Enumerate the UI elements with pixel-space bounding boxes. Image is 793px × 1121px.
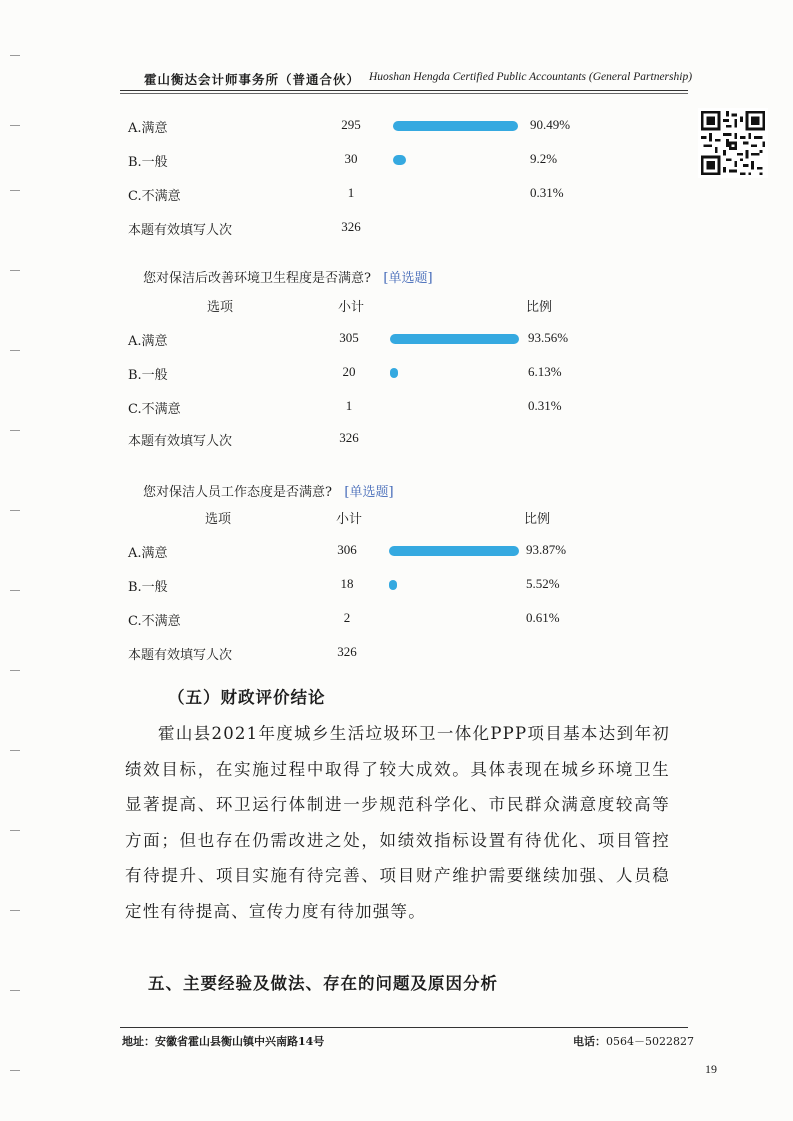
count-value: 306 (337, 542, 357, 557)
total-value: 326 (341, 219, 361, 234)
margin-tick (10, 270, 20, 271)
total-label: 本题有效填写人次 (128, 434, 233, 449)
total-value: 326 (339, 430, 359, 445)
question-text: 您对保洁人员工作态度是否满意? (143, 485, 332, 500)
count-value: 305 (339, 330, 359, 345)
survey-row (0, 610, 793, 632)
total-label: 本题有效填写人次 (128, 223, 233, 238)
ratio-bar (389, 580, 397, 590)
header-rule (120, 90, 688, 91)
footer-phone-number: 0564－5022827 (606, 1035, 694, 1048)
header-firm-name-en: Huoshan Hengda Certified Public Accountants (General Partnership) (369, 71, 693, 83)
count-value: 20 (342, 364, 356, 379)
margin-tick (10, 510, 20, 511)
ratio-value: 5.52% (526, 576, 560, 591)
count-value: 2 (343, 610, 351, 625)
count-value: 295 (341, 117, 361, 132)
count-value: 30 (344, 151, 358, 166)
column-header-ratio: 比例 (524, 512, 551, 527)
footer-address: 地址：安徽省霍山县衡山镇中兴南路14号 (122, 1035, 325, 1048)
option-label: A.满意 (128, 121, 168, 136)
total-label: 本题有效填写人次 (128, 648, 233, 663)
option-label: B.一般 (128, 155, 168, 170)
option-label: A.满意 (128, 334, 168, 349)
ratio-bar (393, 155, 406, 165)
column-header-option: 选项 (207, 300, 234, 315)
margin-tick (10, 670, 20, 671)
section-body-paragraph: 霍山县2021年度城乡生活垃圾环卫一体化PPP项目基本达到年初绩效目标，在实施过程中取得了较大成效。具体表现在城乡环境卫生显著提高、环卫运行体制进一步规范科学化、市民群众满意度较高等方面；但也存在仍需改进之处，如绩效指标设置有待优化、项目管控有待提升、项目实施有待完善、项目财产维护需要继续加强、人员稳定性有待提高、宣传力度有待加强等。 (125, 724, 670, 921)
chapter-heading: 五、主要经验及做法、存在的问题及原因分析 (148, 974, 498, 993)
margin-tick (10, 830, 20, 831)
header-rule-thin (120, 93, 688, 94)
ratio-value: 93.56% (528, 330, 569, 345)
column-header-count: 小计 (338, 300, 365, 315)
total-value: 326 (337, 644, 357, 659)
survey-row (0, 151, 793, 173)
survey-row (0, 117, 793, 139)
survey-row (0, 576, 793, 598)
question-title (143, 267, 433, 286)
question-type-tag: [单选题] (344, 485, 394, 500)
count-value: 1 (347, 185, 355, 200)
option-label: C.不满意 (128, 402, 181, 417)
footer-phone (573, 1033, 694, 1049)
ratio-value: 90.49% (530, 117, 571, 132)
option-label: B.一般 (128, 368, 168, 383)
survey-row (0, 185, 793, 207)
ratio-value: 0.31% (528, 398, 562, 413)
ratio-bar (393, 121, 518, 131)
ratio-bar (389, 546, 519, 556)
count-value: 18 (340, 576, 354, 591)
page-number: 19 (705, 1062, 717, 1076)
survey-total-row (0, 219, 793, 241)
section-title: （五）财政评价结论 (168, 688, 326, 707)
survey-row (0, 542, 793, 564)
option-label: C.不满意 (128, 189, 181, 204)
ratio-value: 0.31% (530, 185, 564, 200)
survey-row (0, 330, 793, 352)
survey-total-row (0, 430, 793, 452)
survey-total-row (0, 644, 793, 666)
margin-tick (10, 55, 20, 56)
margin-tick (10, 1070, 20, 1071)
margin-tick (10, 910, 20, 911)
ratio-value: 93.87% (526, 542, 567, 557)
ratio-value: 6.13% (528, 364, 562, 379)
column-header-count: 小计 (336, 512, 363, 527)
ratio-bar (390, 368, 398, 378)
column-header-option: 选项 (205, 512, 232, 527)
column-header-ratio: 比例 (526, 300, 553, 315)
margin-tick (10, 750, 20, 751)
ratio-value: 9.2% (530, 151, 558, 166)
margin-tick (10, 990, 20, 991)
question-type-tag: [单选题] (383, 271, 433, 286)
question-text: 您对保洁后改善环境卫生程度是否满意? (143, 271, 371, 286)
option-label: B.一般 (128, 580, 168, 595)
ratio-value: 0.61% (526, 610, 560, 625)
survey-row (0, 398, 793, 420)
footer-phone-label: 电话： (573, 1035, 606, 1048)
count-value: 1 (345, 398, 353, 413)
footer-rule (120, 1027, 688, 1028)
survey-row (0, 364, 793, 386)
option-label: C.不满意 (128, 614, 181, 629)
question-title (143, 481, 394, 500)
ratio-bar (390, 334, 519, 344)
header-firm-name-cn: 霍山衡达会计师事务所（普通合伙） (144, 72, 361, 87)
option-label: A.满意 (128, 546, 168, 561)
